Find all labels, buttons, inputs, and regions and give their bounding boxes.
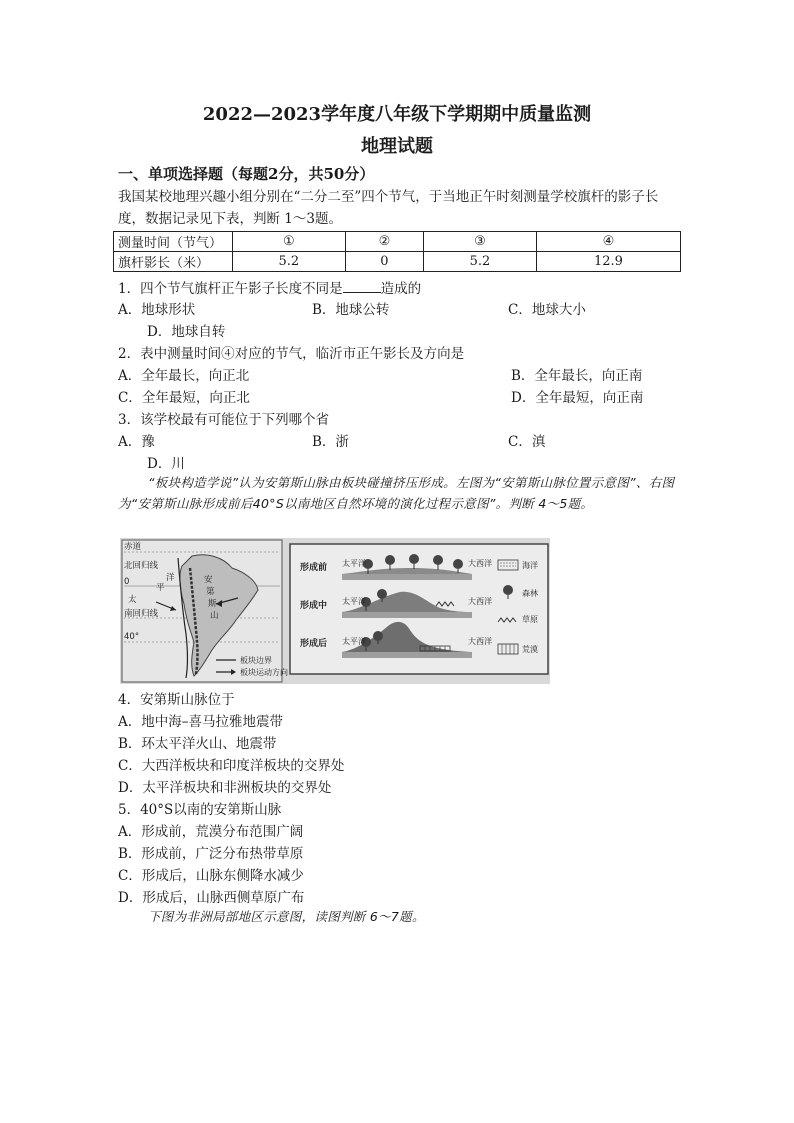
option-1b: B．地球公转 (312, 302, 390, 318)
tropic-south-label: 南回归线 (124, 609, 159, 619)
option-4b: B．环太平洋火山、地震带 (118, 736, 277, 752)
stage-after-label: 形成后 (300, 639, 328, 649)
ocean-label-ping: 平 (156, 583, 165, 593)
option-1d: D．地球自转 (147, 324, 226, 340)
option-2d: D．全年最短，向正南 (511, 390, 644, 406)
question-1-stem (118, 277, 421, 297)
pacific-label-3: 太平洋 (342, 637, 366, 646)
stage-before-label: 形成前 (300, 563, 328, 573)
option-2a: A．全年最长，向正北 (118, 368, 250, 384)
equator-label: 赤道 (124, 542, 142, 552)
option-1a: A．地球形状 (118, 302, 196, 318)
table-row (114, 252, 681, 272)
pacific-label-2: 太平洋 (342, 597, 366, 606)
lat-40-label: 40° (124, 632, 140, 642)
table-cell: 12.9 (536, 252, 680, 272)
answer-blank (343, 280, 381, 293)
andes-figure (120, 538, 550, 684)
table-header-cell: ③ (424, 232, 537, 252)
option-4d: D．太平洋板块和非洲板块的交界处 (118, 780, 332, 796)
question-1-stem-b: 造成的 (380, 281, 422, 297)
legend-plate-motion: 板块运动方向 (240, 668, 288, 677)
option-5b: B．形成前，广泛分布热带草原 (118, 846, 304, 862)
intro-paragraph: 我国某校地理兴趣小组分别在“二分二至”四个节气，于当地正午时刻测量学校旗杆的影子长度，数据记录见下表，判断 1～3题。 (118, 189, 659, 227)
atlantic-label-3: 大西洋 (468, 637, 492, 646)
table-cell: 0 (345, 252, 423, 272)
option-3a: A．豫 (118, 434, 155, 450)
option-5d: D．形成后，山脉西侧草原广布 (118, 890, 305, 906)
table-row-label: 旗杆影长（米） (114, 252, 233, 272)
question-2-stem: 2．表中测量时间④对应的节气，临沂市正午影长及方向是 (118, 346, 465, 362)
tropic-north-label: 北回归线 (124, 561, 159, 571)
question-4-stem: 4．安第斯山脉位于 (118, 692, 235, 708)
zero-label: 0 (124, 577, 130, 587)
legend-plate-boundary: 板块边界 (240, 656, 272, 665)
passage-andes: “板块构造学说”认为安第斯山脉由板块碰撞挤压形成。左图为“安第斯山脉位置示意图”、右图为“安第斯山脉形成前后40°S以南地区自然环境的演化过程示意图”。判断 4～5题。 (118, 475, 675, 511)
table-header-cell: ② (345, 232, 423, 252)
legend-ocean: 海洋 (522, 561, 538, 570)
option-2b: B．全年最长，向正南 (511, 368, 643, 384)
table-cell: 5.2 (233, 252, 346, 272)
option-2c: C．全年最短，向正北 (118, 390, 250, 406)
table-cell: 5.2 (424, 252, 537, 272)
question-5-stem: 5．40°S以南的安第斯山脉 (118, 802, 282, 818)
table-row (114, 232, 681, 252)
exam-subtitle: 地理试题 (361, 136, 433, 157)
andes-figure-svg (120, 538, 550, 684)
passage-africa: 下图为非洲局部地区示意图，读图判断 6～7题。 (148, 909, 425, 924)
legend-desert: 荒漠 (522, 645, 538, 654)
atlantic-label-2: 大西洋 (468, 597, 492, 606)
ocean-label-tai: 太 (128, 595, 137, 605)
exam-title: 2022—2023学年度八年级下学期期中质量监测 (202, 104, 592, 125)
option-4a: A．地中海–喜马拉雅地震带 (118, 714, 283, 730)
table-header-cell: ④ (536, 232, 680, 252)
option-4c: C．大西洋板块和印度洋板块的交界处 (118, 758, 345, 774)
andes-label-di: 第 (206, 587, 215, 597)
question-1-stem-a: 1．四个节气旗杆正午影子长度不同是 (118, 281, 343, 297)
legend-grassland: 草原 (522, 615, 538, 624)
section-heading: 一、单项选择题（每题2分，共50分） (118, 165, 375, 183)
pacific-label-1: 太平洋 (342, 559, 366, 568)
table-row-label: 测量时间（节气） (114, 232, 233, 252)
option-3d: D．川 (147, 456, 185, 472)
andes-label-shan: 山 (210, 611, 219, 621)
ocean-label-yang: 洋 (166, 573, 175, 583)
table-header-cell: ① (233, 232, 346, 252)
option-5a: A．形成前，荒漠分布范围广阔 (118, 824, 304, 840)
option-1c: C．地球大小 (508, 302, 586, 318)
atlantic-label-1: 大西洋 (468, 559, 492, 568)
option-3c: C．滇 (508, 434, 546, 450)
option-3b: B．浙 (312, 434, 349, 450)
legend-forest: 森林 (522, 589, 538, 598)
shadow-length-table (113, 231, 681, 272)
option-5c: C．形成后，山脉东侧降水减少 (118, 868, 304, 884)
andes-label-si: 斯 (208, 599, 217, 609)
question-3-stem: 3．该学校最有可能位于下列哪个省 (118, 412, 330, 428)
stage-during-label: 形成中 (300, 601, 328, 611)
andes-label-an: 安 (204, 575, 213, 585)
